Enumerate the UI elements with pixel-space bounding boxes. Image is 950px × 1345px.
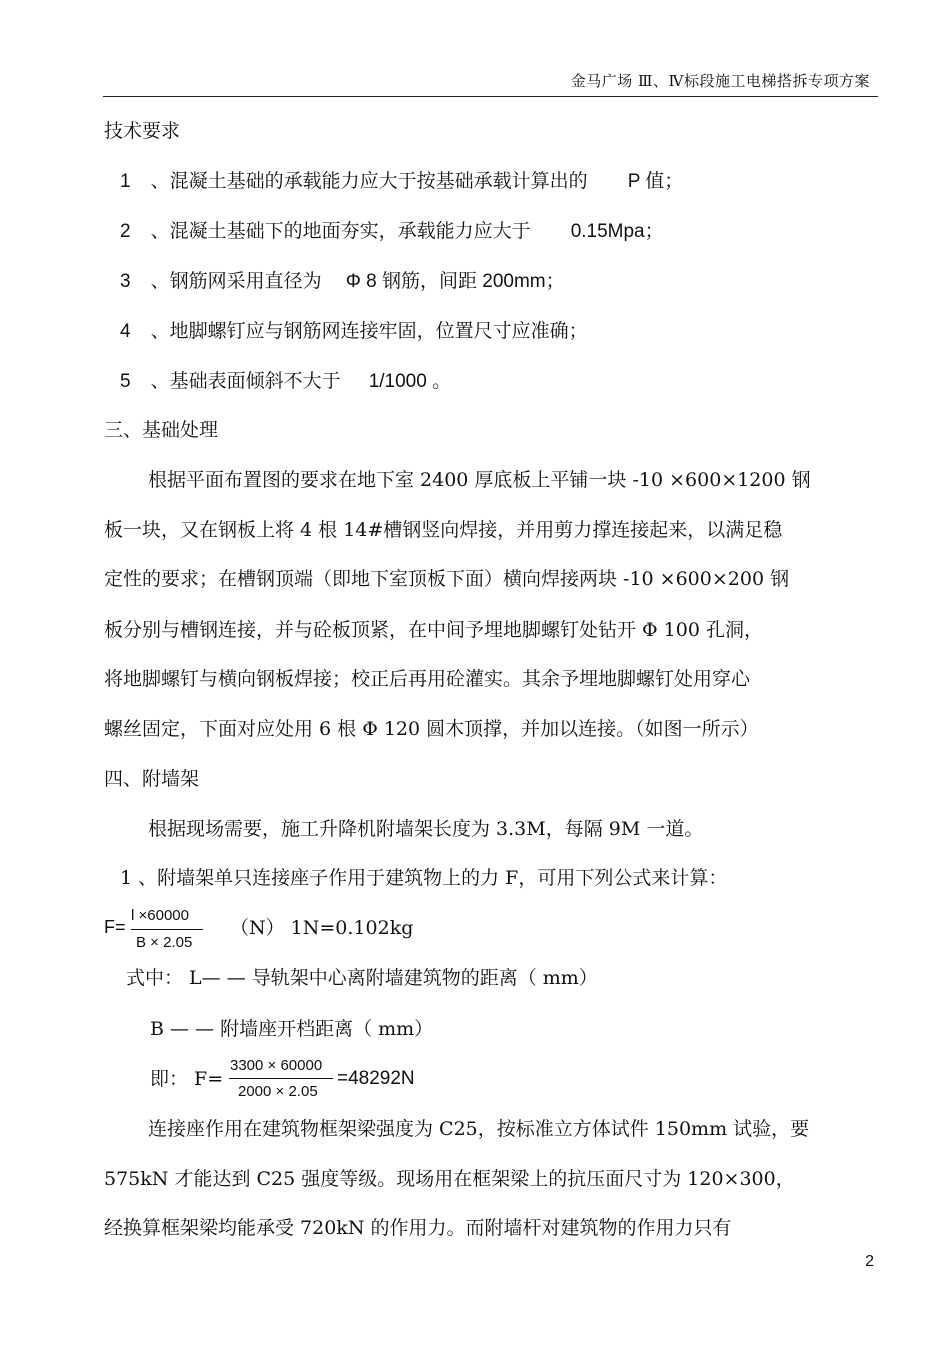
tech-item-num: 5 (120, 371, 131, 392)
formula-tail: （N） 1N=0.102kg (230, 917, 414, 939)
section-heading-4: 四、附墙架 (104, 768, 200, 790)
tech-item-num: 1 (120, 171, 131, 192)
tech-item-text: 、地脚螺钉应与钢筋网连接牢固，位置尺寸应准确； (150, 320, 588, 342)
tech-item-5 (120, 369, 451, 394)
fraction-bar (229, 1078, 333, 1079)
tech-item-num: 3 (120, 271, 131, 292)
paragraph-line: 板一块，又在钢板上将 4 根 14#槽钢竖向焊接，并用剪力撑连接起来，以满足稳 (104, 519, 783, 541)
tech-item-text: 、钢筋网采用直径为 (150, 270, 322, 292)
paragraph-line: 根据现场需要，施工升降机附墙架长度为 3.3M，每隔 9M 一道。 (148, 818, 704, 840)
calc-result: =48292N (337, 1068, 415, 1089)
paragraph-line: 连接座作用在建筑物框架梁强度为 C25，按标准立方体试件 150mm 试验，要 (148, 1118, 810, 1140)
tech-item-num: 2 (120, 221, 131, 242)
tech-item-4 (120, 319, 588, 344)
paragraph-line: 板分别与槽钢连接，并与砼板顶紧，在中间予埋地脚螺钉处钻开 Φ 100 孔洞， (104, 619, 763, 641)
formula-denominator: B × 2.05 (136, 934, 193, 951)
calc-denominator: 2000 × 2.05 (238, 1083, 318, 1100)
formula-lhs: F= (104, 917, 126, 937)
tech-item-num: 4 (120, 321, 131, 342)
header-rule (103, 96, 878, 97)
header-title: 金马广场 Ⅲ、Ⅳ标段施工电梯搭拆专项方案 (570, 72, 870, 90)
section-heading-tech: 技术要求 (104, 120, 181, 142)
tech-item-2 (120, 219, 664, 244)
section-heading-3: 三、基础处理 (104, 419, 219, 441)
tech-item-3 (120, 269, 565, 294)
tech-item-text: 、混凝土基础下的地面夯实，承载能力应大于 (150, 220, 531, 242)
tech-item-tail: P 值； (627, 171, 684, 192)
paragraph-line: 1 、附墙架单只连接座子作用于建筑物上的力 F，可用下列公式来计算： (120, 867, 728, 889)
paragraph-line: 575kN 才能达到 C25 强度等级。现场用在框架梁上的抗压面尺寸为 120×300， (104, 1168, 795, 1190)
calc-prefix: 即： F= (150, 1068, 224, 1090)
tech-item-tail: 1/1000 。 (368, 371, 452, 392)
calc-numerator: 3300 × 60000 (230, 1057, 323, 1074)
definition-L: 式中： L— — 导轨架中心离附墙建筑物的距离（ mm） (126, 967, 598, 989)
page-number: 2 (865, 1253, 874, 1270)
tech-item-tail: Φ 8 钢筋，间距 200mm； (345, 271, 565, 292)
tech-item-text: 、混凝土基础的承载能力应大于按基础承载计算出的 (150, 170, 588, 192)
tech-item-tail: 0.15Mpa； (570, 221, 664, 242)
fraction-bar (131, 929, 203, 930)
paragraph-line: 经换算框架梁均能承受 720kN 的作用力。而附墙杆对建筑物的作用力只有 (104, 1217, 732, 1239)
tech-item-1 (120, 169, 683, 194)
tech-item-text: 、基础表面倾斜不大于 (150, 370, 341, 392)
paragraph-line: 根据平面布置图的要求在地下室 2400 厚底板上平铺一块 -10 ×600×1200 钢 (148, 469, 811, 491)
paragraph-line: 将地脚螺钉与横向钢板焊接；校正后再用砼灌实。其余予埋地脚螺钉处用穿心 (104, 668, 751, 690)
paragraph-line: 定性的要求；在槽钢顶端（即地下室顶板下面）横向焊接两块 -10 ×600×200 钢 (104, 568, 790, 590)
paragraph-line: 螺丝固定，下面对应处用 6 根 Φ 120 圆木顶撑，并加以连接。（如图一所示） (104, 718, 759, 740)
definition-B: B — — 附墙座开档距离（ mm） (150, 1018, 434, 1040)
formula-numerator: l ×60000 (131, 907, 189, 924)
